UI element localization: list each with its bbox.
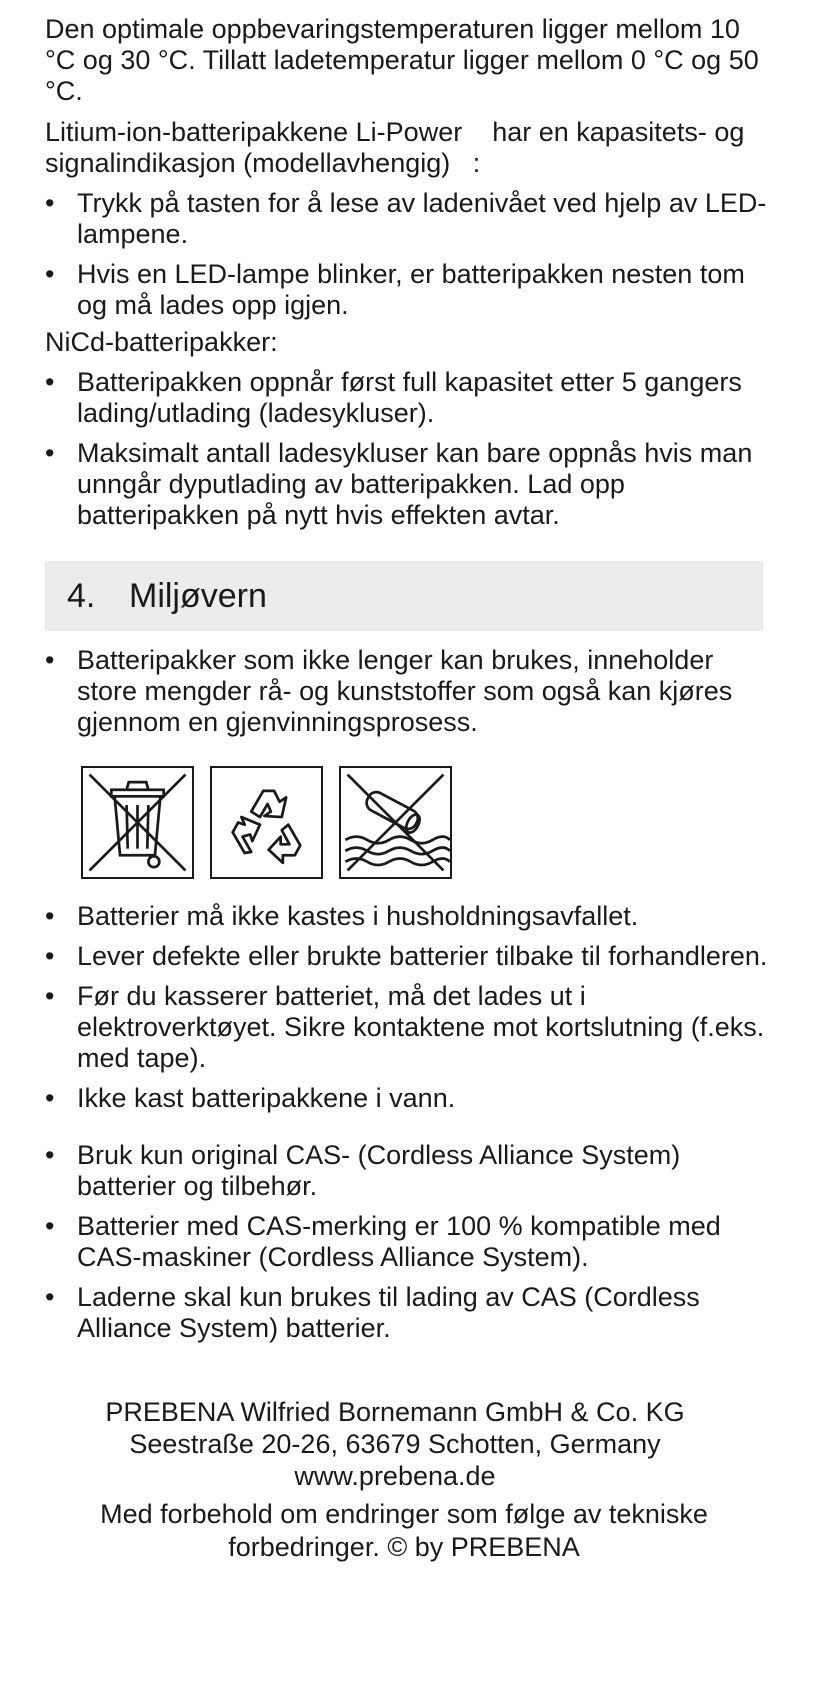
list-item: • Før du kasserer batteriet, må det lades ut i elektroverktøyet. Sikre kontaktene mot kortslutning (f.eks. med tape). [45,981,765,1073]
list-item: • Trykk på tasten for å lese av ladenivået ved hjelp av LED-lampene. [45,188,767,249]
recycling-icon [210,766,323,879]
storage-temperature-text: Den optimale oppbevaringstemperaturen ligger mellom 10 °C og 30 °C. Tillatt ladetemperatur ligger mellom 0 °C og 50 °C. [45,14,759,106]
company-website: www.prebena.de [294,1461,496,1491]
liion-intro-text: Litium-ion-batteripakkene Li-Power har en kapasitets- og signalindikasjon (modellavhengig) : [45,117,752,178]
change-notice-line-1: Med forbehold om endringer som følge av tekniske [100,1499,708,1529]
list-item: • Laderne skal kun brukes til lading av CAS (Cordless Alliance System) batterier. [45,1282,700,1343]
section-number: 4. [67,576,96,615]
section-title: Miljøvern [129,576,267,615]
change-notice [45,1498,763,1564]
list-item: • Batterier med CAS-merking er 100 % kompatible med CAS-maskiner (Cordless Alliance System). [45,1211,721,1272]
change-notice-line-2: forbedringer. © by PREBENA [228,1532,580,1562]
liion-bullet-list [45,188,775,321]
nicd-bullet-list [45,367,775,531]
manual-page [45,14,775,1564]
list-item: • Maksimalt antall ladesykluser kan bare oppnås hvis man unngår dyputlading av batteripakken. Lad opp batteripakken på nytt hvis effekten avtar. [45,438,753,530]
list-item: • Bruk kun original CAS- (Cordless Alliance System) batterier og tilbehør. [45,1140,681,1201]
list-item: • Lever defekte eller brukte batterier tilbake til forhandleren. [45,941,768,971]
section-header [45,561,763,631]
disposal-bullet-list [45,901,775,1114]
disposal-icons [81,766,775,879]
cas-bullet-list [45,1140,735,1344]
company-footer [45,1396,745,1492]
company-name: PREBENA Wilfried Bornemann GmbH & Co. KG [105,1397,685,1427]
environment-intro-list [45,645,775,738]
list-item: • Batteripakken oppnår først full kapasitet etter 5 gangers lading/utlading (ladesykluser). [45,367,742,428]
nicd-label: NiCd-batteripakker: [45,327,278,357]
list-item: • Batteripakker som ikke lenger kan brukes, inneholder store mengder rå- og kunststoffer som også kan kjøres gjennom en gjenvinningsprosess. [45,645,733,737]
crossed-out-wheelie-bin-icon [81,766,194,879]
list-item: • Ikke kast batteripakkene i vann. [45,1083,456,1113]
list-item: • Hvis en LED-lampe blinker, er batteripakken nesten tom og må lades opp igjen. [45,259,745,320]
list-item: • Batterier må ikke kastes i husholdningsavfallet. [45,901,639,931]
company-address: Seestraße 20-26, 63679 Schotten, Germany [129,1429,661,1459]
no-battery-in-water-icon [339,766,452,879]
